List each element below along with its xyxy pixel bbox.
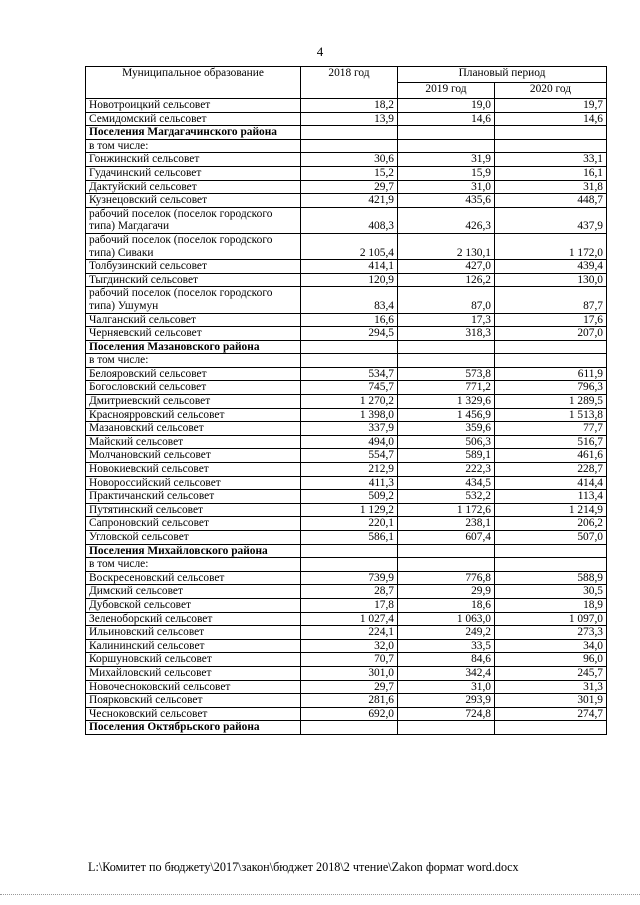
name-cell: рабочий поселок (поселок городского типа) Магдагачи [86,207,301,233]
name-cell: рабочий поселок (поселок городского типа) Сиваки [86,233,301,259]
header-2018: 2018 год [301,67,398,99]
value-2019 [398,139,495,153]
value-2019 [398,721,495,735]
value-2020: 414,4 [495,476,607,490]
table-row [86,233,607,259]
table-row [86,207,607,233]
name-cell: Практичанский сельсовет [86,490,301,504]
value-2020: 448,7 [495,194,607,208]
value-2019: 532,2 [398,490,495,504]
value-2019: 33,5 [398,639,495,653]
value-2019: 1 456,9 [398,408,495,422]
name-cell: рабочий поселок (поселок городского типа) Ушумун [86,287,301,313]
value-2020: 18,9 [495,598,607,612]
table-row [86,408,607,422]
value-2018 [301,340,398,354]
name-cell: Ильиновский сельсовет [86,626,301,640]
value-2020: 87,7 [495,287,607,313]
value-2020: 301,9 [495,694,607,708]
value-2018: 494,0 [301,435,398,449]
name-cell: Угловской сельсовет [86,531,301,545]
value-2018: 739,9 [301,571,398,585]
table-row [86,112,607,126]
name-cell: Воскресеновский сельсовет [86,571,301,585]
table-row [86,449,607,463]
value-2020: 207,0 [495,327,607,341]
value-2018: 414,1 [301,260,398,274]
value-2020: 1 097,0 [495,612,607,626]
table-row [86,639,607,653]
name-cell: Новочесноковский сельсовет [86,680,301,694]
value-2018: 411,3 [301,476,398,490]
value-2020: 113,4 [495,490,607,504]
value-2019 [398,340,495,354]
value-2018: 2 105,4 [301,233,398,259]
table-row [86,571,607,585]
table-row [86,354,607,368]
table-row [86,273,607,287]
name-cell: Дактуйский сельсовет [86,180,301,194]
table-row [86,517,607,531]
value-2019: 249,2 [398,626,495,640]
table-row [86,395,607,409]
value-2020: 507,0 [495,531,607,545]
section-row [86,721,607,735]
value-2020: 1 172,0 [495,233,607,259]
value-2019: 724,8 [398,707,495,721]
table-row [86,503,607,517]
table-row [86,612,607,626]
value-2019: 29,9 [398,585,495,599]
value-2019: 573,8 [398,367,495,381]
table-row [86,653,607,667]
value-2018: 30,6 [301,153,398,167]
value-2019: 1 172,6 [398,503,495,517]
value-2018: 32,0 [301,639,398,653]
table-row [86,626,607,640]
value-2020: 1 513,8 [495,408,607,422]
value-2018: 220,1 [301,517,398,531]
table-row [86,139,607,153]
value-2019 [398,544,495,558]
value-2019: 589,1 [398,449,495,463]
value-2020: 16,1 [495,166,607,180]
value-2019: 607,4 [398,531,495,545]
name-cell: Семидомский сельсовет [86,112,301,126]
value-2020 [495,126,607,140]
name-cell: в том числе: [86,139,301,153]
value-2019: 19,0 [398,99,495,113]
value-2020 [495,139,607,153]
name-cell: Толбузинский сельсовет [86,260,301,274]
page-edge-divider [0,894,640,896]
value-2020: 14,6 [495,112,607,126]
name-cell: Сапроновский сельсовет [86,517,301,531]
value-2018: 212,9 [301,463,398,477]
value-2020: 437,9 [495,207,607,233]
name-cell: Поселения Октябрьского района [86,721,301,735]
name-cell: Тыгдинский сельсовет [86,273,301,287]
header-2020: 2020 год [495,83,607,99]
table-row [86,194,607,208]
value-2020: 439,4 [495,260,607,274]
name-cell: Кузнецовский сельсовет [86,194,301,208]
name-cell: Коршуновский сельсовет [86,653,301,667]
value-2019: 342,4 [398,666,495,680]
table-row [86,381,607,395]
value-2019: 1 063,0 [398,612,495,626]
value-2018 [301,126,398,140]
value-2020 [495,340,607,354]
value-2018: 15,2 [301,166,398,180]
table-row [86,367,607,381]
value-2018: 29,7 [301,680,398,694]
value-2020: 461,6 [495,449,607,463]
value-2019: 318,3 [398,327,495,341]
name-cell: Черняевский сельсовет [86,327,301,341]
table-row [86,313,607,327]
value-2018 [301,354,398,368]
value-2019: 2 130,1 [398,233,495,259]
value-2019: 31,0 [398,680,495,694]
value-2020 [495,721,607,735]
table-row [86,260,607,274]
name-cell: Дмитриевский сельсовет [86,395,301,409]
name-cell: Мазановский сельсовет [86,422,301,436]
table-row [86,707,607,721]
value-2018: 120,9 [301,273,398,287]
value-2020 [495,544,607,558]
name-cell: Михайловский сельсовет [86,666,301,680]
name-cell: Поселения Мазановского района [86,340,301,354]
section-row [86,126,607,140]
value-2018: 224,1 [301,626,398,640]
name-cell: Новороссийский сельсовет [86,476,301,490]
value-2018: 83,4 [301,287,398,313]
name-cell: Калининский сельсовет [86,639,301,653]
table-row [86,598,607,612]
value-2018 [301,721,398,735]
value-2019: 771,2 [398,381,495,395]
value-2019 [398,354,495,368]
table-row [86,558,607,572]
budget-table [85,66,607,735]
value-2020: 33,1 [495,153,607,167]
file-path-footer: L:\Комитет по бюджету\2017\закон\бюджет 2018\2 чтение\Zakon формат word.docx [88,860,519,874]
value-2019: 434,5 [398,476,495,490]
value-2018: 534,7 [301,367,398,381]
value-2019: 31,0 [398,180,495,194]
value-2018 [301,139,398,153]
value-2020: 206,2 [495,517,607,531]
value-2019 [398,126,495,140]
value-2018: 16,6 [301,313,398,327]
value-2018: 554,7 [301,449,398,463]
value-2018: 294,5 [301,327,398,341]
value-2020: 228,7 [495,463,607,477]
name-cell: Поселения Михайловского района [86,544,301,558]
value-2018: 28,7 [301,585,398,599]
name-cell: Молчановский сельсовет [86,449,301,463]
name-cell: Красноярровский сельсовет [86,408,301,422]
value-2018: 29,7 [301,180,398,194]
name-cell: Дубовской сельсовет [86,598,301,612]
value-2018 [301,558,398,572]
section-row [86,340,607,354]
value-2020: 31,3 [495,680,607,694]
name-cell: Майский сельсовет [86,435,301,449]
value-2019: 293,9 [398,694,495,708]
value-2018: 421,9 [301,194,398,208]
name-cell: Новотроицкий сельсовет [86,99,301,113]
table-row [86,585,607,599]
name-cell: Белояровский сельсовет [86,367,301,381]
table-row [86,422,607,436]
value-2019: 31,9 [398,153,495,167]
value-2018: 13,9 [301,112,398,126]
table-row [86,531,607,545]
value-2019: 15,9 [398,166,495,180]
value-2019: 427,0 [398,260,495,274]
table-row [86,327,607,341]
value-2020: 77,7 [495,422,607,436]
value-2020: 19,7 [495,99,607,113]
value-2019: 426,3 [398,207,495,233]
name-cell: Гонжинский сельсовет [86,153,301,167]
table-row [86,153,607,167]
value-2019: 359,6 [398,422,495,436]
value-2020: 1 289,5 [495,395,607,409]
name-cell: в том числе: [86,558,301,572]
value-2020 [495,558,607,572]
name-cell: Новокиевский сельсовет [86,463,301,477]
value-2019 [398,558,495,572]
table-body [86,99,607,735]
value-2020: 796,3 [495,381,607,395]
header-planned-period: Плановый период [398,67,607,83]
name-cell: Чесноковский сельсовет [86,707,301,721]
name-cell: Гудачинский сельсовет [86,166,301,180]
name-cell: Поярковский сельсовет [86,694,301,708]
value-2018 [301,544,398,558]
value-2018: 1 270,2 [301,395,398,409]
name-cell: Димский сельсовет [86,585,301,599]
value-2019: 18,6 [398,598,495,612]
name-cell: Поселения Магдагачинского района [86,126,301,140]
table-row [86,287,607,313]
name-cell: в том числе: [86,354,301,368]
value-2020: 1 214,9 [495,503,607,517]
value-2018: 18,2 [301,99,398,113]
value-2020: 516,7 [495,435,607,449]
page-number: 4 [316,44,324,59]
value-2020: 245,7 [495,666,607,680]
table-row [86,680,607,694]
header-2019: 2019 год [398,83,495,99]
value-2018: 692,0 [301,707,398,721]
value-2019: 87,0 [398,287,495,313]
value-2019: 17,3 [398,313,495,327]
value-2020: 17,6 [495,313,607,327]
value-2019: 238,1 [398,517,495,531]
value-2020: 273,3 [495,626,607,640]
table-row [86,666,607,680]
value-2019: 1 329,6 [398,395,495,409]
value-2019: 14,6 [398,112,495,126]
value-2018: 17,8 [301,598,398,612]
value-2019: 776,8 [398,571,495,585]
value-2019: 126,2 [398,273,495,287]
name-cell: Зеленоборский сельсовет [86,612,301,626]
value-2018: 301,0 [301,666,398,680]
value-2020: 274,7 [495,707,607,721]
value-2020: 588,9 [495,571,607,585]
value-2018: 337,9 [301,422,398,436]
header-municipality: Муниципальное образование [86,67,301,99]
value-2019: 435,6 [398,194,495,208]
section-row [86,544,607,558]
value-2019: 84,6 [398,653,495,667]
table-row [86,463,607,477]
value-2018: 70,7 [301,653,398,667]
value-2020: 34,0 [495,639,607,653]
table-row [86,99,607,113]
value-2018: 745,7 [301,381,398,395]
value-2020: 96,0 [495,653,607,667]
table-row [86,476,607,490]
value-2018: 586,1 [301,531,398,545]
value-2018: 509,2 [301,490,398,504]
value-2020: 30,5 [495,585,607,599]
value-2020 [495,354,607,368]
value-2019: 222,3 [398,463,495,477]
value-2018: 1 027,4 [301,612,398,626]
table-row [86,180,607,194]
table-row [86,490,607,504]
value-2018: 408,3 [301,207,398,233]
value-2020: 130,0 [495,273,607,287]
value-2018: 1 129,2 [301,503,398,517]
table-row [86,435,607,449]
name-cell: Богословский сельсовет [86,381,301,395]
value-2019: 506,3 [398,435,495,449]
value-2018: 281,6 [301,694,398,708]
table-row [86,166,607,180]
value-2020: 31,8 [495,180,607,194]
value-2020: 611,9 [495,367,607,381]
value-2018: 1 398,0 [301,408,398,422]
name-cell: Путятинский сельсовет [86,503,301,517]
table-row [86,694,607,708]
name-cell: Чалганский сельсовет [86,313,301,327]
